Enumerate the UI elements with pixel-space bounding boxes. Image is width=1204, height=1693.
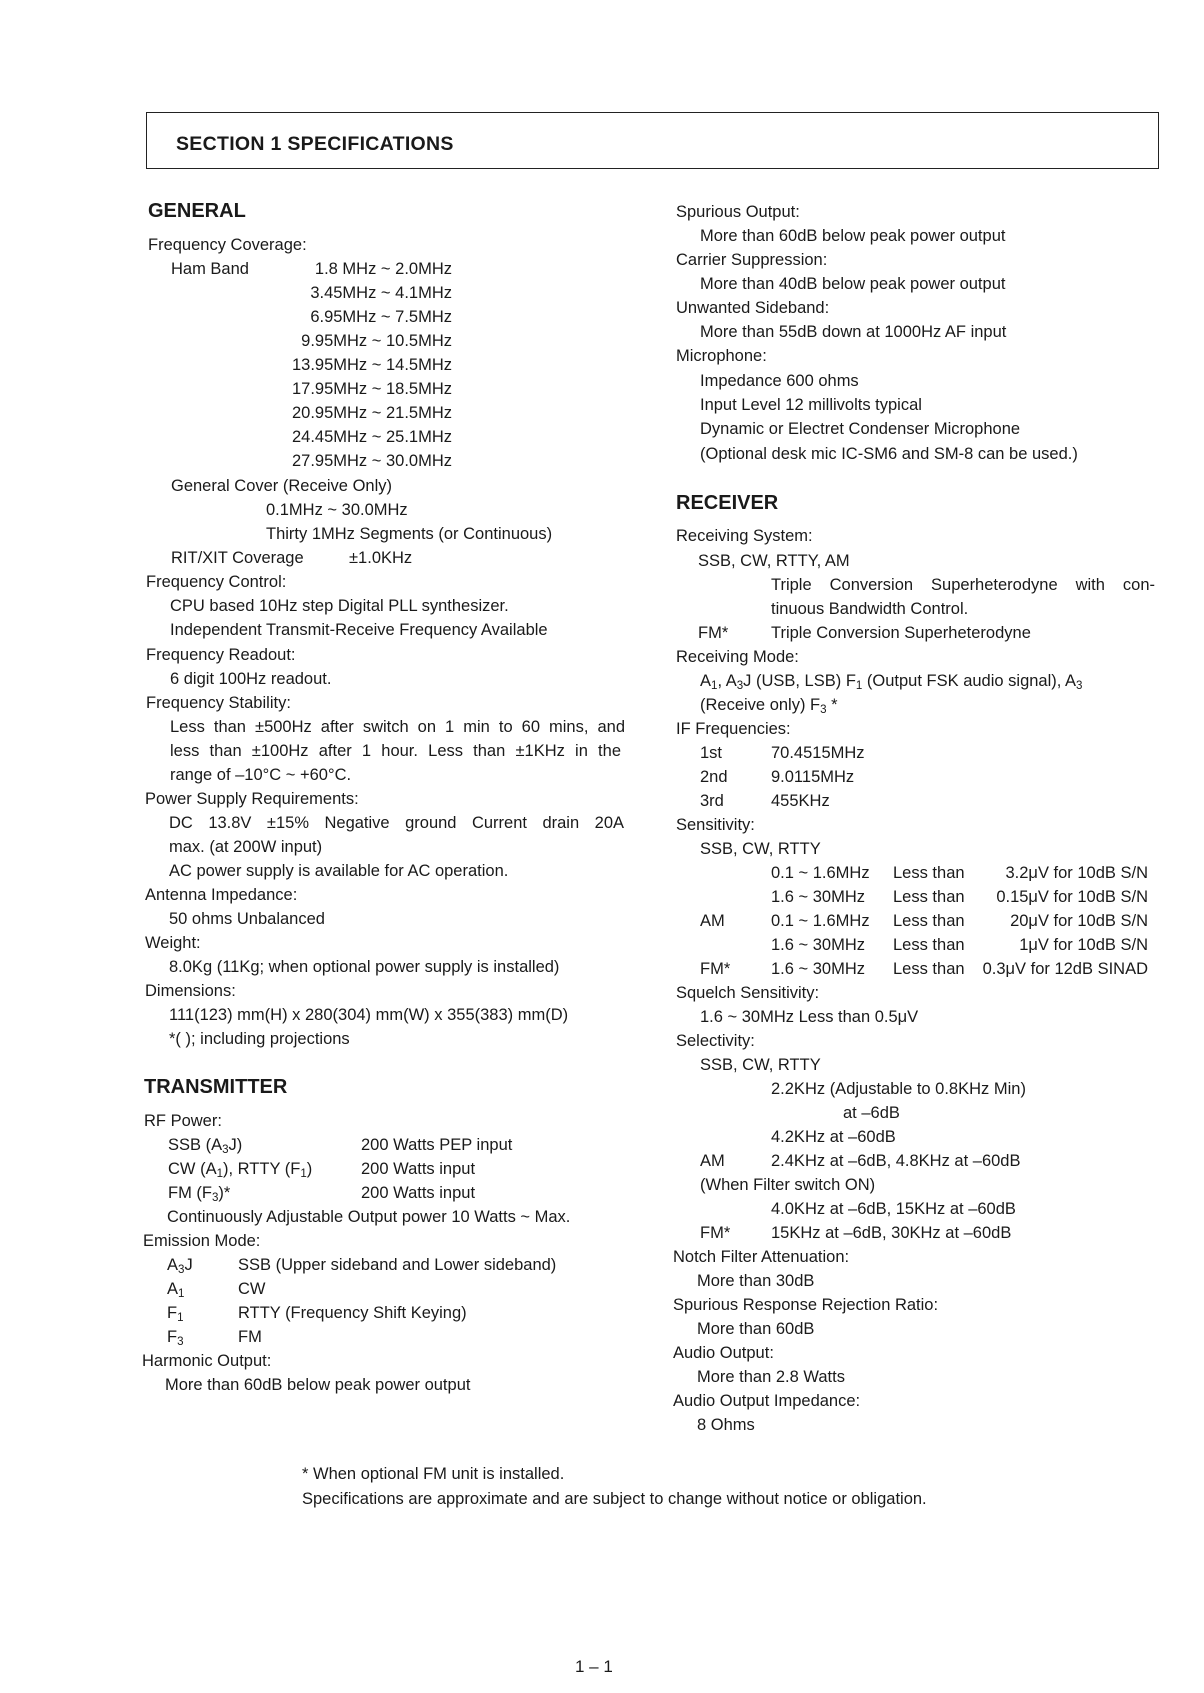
freq-control-line: Independent Transmit-Receive Frequency Available bbox=[170, 621, 548, 639]
rf-adjust: Continuously Adjustable Output power 10 Watts ~ Max. bbox=[167, 1208, 571, 1226]
transmitter-heading: TRANSMITTER bbox=[144, 1076, 288, 1098]
freq-control-label: Frequency Control: bbox=[146, 573, 287, 591]
sens-value: 3.2μV for 10dB S/N bbox=[1005, 864, 1148, 882]
unwanted-sideband-label: Unwanted Sideband: bbox=[676, 299, 830, 317]
freq-control-line: CPU based 10Hz step Digital PLL synthesizer. bbox=[170, 597, 509, 615]
ham-band-item: 17.95MHz ~ 18.5MHz bbox=[291, 380, 452, 398]
selectivity-line: at –6dB bbox=[843, 1104, 900, 1122]
spurious-output-label: Spurious Output: bbox=[676, 203, 800, 221]
rit-value: ±1.0KHz bbox=[349, 549, 413, 567]
dimensions-value: 111(123) mm(H) x 280(304) mm(W) x 355(383) mm(D) bbox=[169, 1006, 569, 1024]
receiving-system-desc: Triple Conversion Superheterodyne with con- bbox=[771, 576, 1155, 594]
sens-desc: Less than bbox=[893, 864, 965, 882]
page-number: 1 – 1 bbox=[575, 1657, 613, 1676]
sens-desc: Less than bbox=[893, 912, 965, 930]
harmonic-label: Harmonic Output: bbox=[142, 1352, 272, 1370]
ham-band-item: 3.45MHz ~ 4.1MHz bbox=[310, 284, 452, 302]
freq-readout-label: Frequency Readout: bbox=[146, 646, 296, 664]
selectivity-am-value: 2.4KHz at –6dB, 4.8KHz at –60dB bbox=[771, 1152, 1021, 1170]
notch-value: More than 30dB bbox=[697, 1272, 815, 1290]
ham-band-item: 9.95MHz ~ 10.5MHz bbox=[301, 332, 452, 350]
general-cover-range: 0.1MHz ~ 30.0MHz bbox=[266, 501, 408, 519]
ham-band-item: 13.95MHz ~ 14.5MHz bbox=[291, 356, 452, 374]
emission-desc: SSB (Upper sideband and Lower sideband) bbox=[238, 1256, 557, 1274]
microphone-line: Dynamic or Electret Condenser Microphone bbox=[700, 420, 1021, 438]
rf-cw-mode: CW $(A_1)$, RTTY $(F_1)$ bbox=[168, 1160, 313, 1180]
receiving-system-label: Receiving System: bbox=[676, 527, 813, 545]
receiving-mode-label: Receiving Mode: bbox=[676, 648, 799, 666]
sens-range: 1.6 ~ 30MHz bbox=[771, 888, 866, 906]
ham-band-item: 6.95MHz ~ 7.5MHz bbox=[310, 308, 452, 326]
selectivity-line: 4.2KHz at –60dB bbox=[771, 1128, 896, 1146]
sensitivity-modes: SSB, CW, RTTY bbox=[700, 840, 821, 858]
selectivity-filter-value: 4.0KHz at –6dB, 15KHz at –60dB bbox=[771, 1200, 1016, 1218]
if-ordinal: 1st bbox=[700, 744, 723, 762]
freq-readout-value: 6 digit 100Hz readout. bbox=[170, 670, 332, 688]
harmonic-value: More than 60dB below peak power output bbox=[165, 1376, 471, 1394]
emission-desc: RTTY (Frequency Shift Keying) bbox=[238, 1304, 467, 1322]
audio-output-value: More than 2.8 Watts bbox=[697, 1368, 845, 1386]
freq-stability-label: Frequency Stability: bbox=[146, 694, 291, 712]
sens-range: 0.1 ~ 1.6MHz bbox=[771, 864, 870, 882]
sens-value: 1μV for 10dB S/N bbox=[1019, 936, 1148, 954]
rf-fm-value: 200 Watts input bbox=[361, 1184, 476, 1202]
dimensions-note: *( ); including projections bbox=[169, 1030, 350, 1048]
spurious-output-value: More than 60dB below peak power output bbox=[700, 227, 1006, 245]
sens-value: 0.15μV for 10dB S/N bbox=[996, 888, 1148, 906]
rit-label: RIT/XIT Coverage bbox=[171, 549, 304, 567]
emission-label: Emission Mode: bbox=[143, 1232, 261, 1250]
receiving-mode-line: (Receive only) $F_3$ * bbox=[700, 696, 838, 716]
rf-ssb-mode: SSB $(A_3J)$ bbox=[168, 1136, 243, 1156]
selectivity-fm: FM* bbox=[700, 1224, 731, 1242]
selectivity-filter: (When Filter switch ON) bbox=[700, 1176, 876, 1194]
sens-desc: Less than bbox=[893, 960, 965, 978]
antenna-label: Antenna Impedance: bbox=[145, 886, 298, 904]
selectivity-label: Selectivity: bbox=[676, 1032, 755, 1050]
footnote-disclaimer: Specifications are approximate and are subject to change without notice or obligation. bbox=[302, 1490, 927, 1508]
ham-band-label: Ham Band bbox=[171, 260, 249, 278]
rf-ssb-value: 200 Watts PEP input bbox=[361, 1136, 513, 1154]
freq-stability-line: less than ±100Hz after 1 hour. Less than ±1KHz in the bbox=[170, 742, 621, 760]
general-heading: GENERAL bbox=[148, 200, 246, 222]
sens-range: 1.6 ~ 30MHz bbox=[771, 936, 866, 954]
power-supply-line: DC 13.8V ±15% Negative ground Current drain 20A bbox=[169, 814, 624, 832]
audio-impedance-value: 8 Ohms bbox=[697, 1416, 755, 1434]
emission-code: $F_1$ bbox=[167, 1304, 184, 1324]
rf-power-label: RF Power: bbox=[144, 1112, 222, 1130]
audio-impedance-label: Audio Output Impedance: bbox=[673, 1392, 861, 1410]
receiving-system-modes: SSB, CW, RTTY, AM bbox=[698, 552, 850, 570]
footnote-fm: * When optional FM unit is installed. bbox=[302, 1465, 565, 1483]
freq-stability-line: Less than ±500Hz after switch on 1 min to 60 mins, and bbox=[170, 718, 625, 736]
if-ordinal: 2nd bbox=[700, 768, 728, 786]
receiving-system-fm: FM* bbox=[698, 624, 729, 642]
emission-code: $F_3$ bbox=[167, 1328, 184, 1348]
sens-value: 0.3μV for 12dB SINAD bbox=[982, 960, 1148, 978]
receiver-heading: RECEIVER bbox=[676, 492, 779, 514]
carrier-suppression-value: More than 40dB below peak power output bbox=[700, 275, 1006, 293]
sens-desc: Less than bbox=[893, 888, 965, 906]
if-frequency: 455KHz bbox=[771, 792, 830, 810]
general-cover-segments: Thirty 1MHz Segments (or Continuous) bbox=[266, 525, 553, 543]
power-supply-label: Power Supply Requirements: bbox=[145, 790, 359, 808]
selectivity-modes: SSB, CW, RTTY bbox=[700, 1056, 821, 1074]
if-frequency: 9.0115MHz bbox=[771, 768, 855, 786]
sens-value: 20μV for 10dB S/N bbox=[1010, 912, 1148, 930]
emission-desc: CW bbox=[238, 1280, 266, 1298]
selectivity-fm-value: 15KHz at –6dB, 30KHz at –60dB bbox=[771, 1224, 1012, 1242]
emission-desc: FM bbox=[238, 1328, 262, 1346]
spurious-response-value: More than 60dB bbox=[697, 1320, 815, 1338]
squelch-value: 1.6 ~ 30MHz Less than 0.5μV bbox=[700, 1008, 919, 1026]
power-supply-line: AC power supply is available for AC operation. bbox=[169, 862, 509, 880]
emission-code: $A_3J$ bbox=[167, 1256, 193, 1276]
receiving-mode-line: $A_1$, $A_3J$ (USB, LSB) $F_1$ (Output FSK audio signal), $A_3$ bbox=[700, 672, 1083, 692]
ham-band-item: 20.95MHz ~ 21.5MHz bbox=[291, 404, 452, 422]
receiving-system-fm-desc: Triple Conversion Superheterodyne bbox=[771, 624, 1031, 642]
antenna-value: 50 ohms Unbalanced bbox=[169, 910, 325, 928]
freq-stability-line: range of –10°C ~ +60°C. bbox=[170, 766, 352, 784]
if-frequencies-label: IF Frequencies: bbox=[676, 720, 791, 738]
microphone-line: Input Level 12 millivolts typical bbox=[700, 396, 922, 414]
sensitivity-label: Sensitivity: bbox=[676, 816, 755, 834]
carrier-suppression-label: Carrier Suppression: bbox=[676, 251, 828, 269]
power-supply-line: max. (at 200W input) bbox=[169, 838, 323, 856]
selectivity-line: 2.2KHz (Adjustable to 0.8KHz Min) bbox=[771, 1080, 1026, 1098]
ham-band-item: 24.45MHz ~ 25.1MHz bbox=[291, 428, 452, 446]
receiving-system-desc: tinuous Bandwidth Control. bbox=[771, 600, 969, 618]
sens-desc: Less than bbox=[893, 936, 965, 954]
ham-band-item: 27.95MHz ~ 30.0MHz bbox=[291, 452, 452, 470]
sens-range: 0.1 ~ 1.6MHz bbox=[771, 912, 870, 930]
audio-output-label: Audio Output: bbox=[673, 1344, 774, 1362]
rf-fm-mode: FM $(F_3)*$ bbox=[168, 1184, 231, 1204]
freq-coverage-label: Frequency Coverage: bbox=[148, 236, 307, 254]
dimensions-label: Dimensions: bbox=[145, 982, 236, 1000]
if-ordinal: 3rd bbox=[700, 792, 724, 810]
spurious-response-label: Spurious Response Rejection Ratio: bbox=[673, 1296, 939, 1314]
weight-value: 8.0Kg (11Kg; when optional power supply is installed) bbox=[169, 958, 560, 976]
emission-code: $A_1$ bbox=[167, 1280, 185, 1300]
section-title: SECTION 1 SPECIFICATIONS bbox=[176, 133, 454, 155]
weight-label: Weight: bbox=[145, 934, 201, 952]
microphone-line: Impedance 600 ohms bbox=[700, 372, 859, 390]
microphone-line: (Optional desk mic IC-SM6 and SM-8 can be used.) bbox=[700, 445, 1078, 463]
squelch-label: Squelch Sensitivity: bbox=[676, 984, 820, 1002]
unwanted-sideband-value: More than 55dB down at 1000Hz AF input bbox=[700, 323, 1007, 341]
rf-cw-value: 200 Watts input bbox=[361, 1160, 476, 1178]
selectivity-am: AM bbox=[700, 1152, 725, 1170]
if-frequency: 70.4515MHz bbox=[771, 744, 865, 762]
sens-mode: FM* bbox=[700, 960, 731, 978]
sens-range: 1.6 ~ 30MHz bbox=[771, 960, 866, 978]
sens-mode: AM bbox=[700, 912, 725, 930]
notch-label: Notch Filter Attenuation: bbox=[673, 1248, 850, 1266]
general-cover-label: General Cover (Receive Only) bbox=[171, 477, 392, 495]
ham-band-item: 1.8 MHz ~ 2.0MHz bbox=[314, 260, 452, 278]
microphone-label: Microphone: bbox=[676, 347, 767, 365]
